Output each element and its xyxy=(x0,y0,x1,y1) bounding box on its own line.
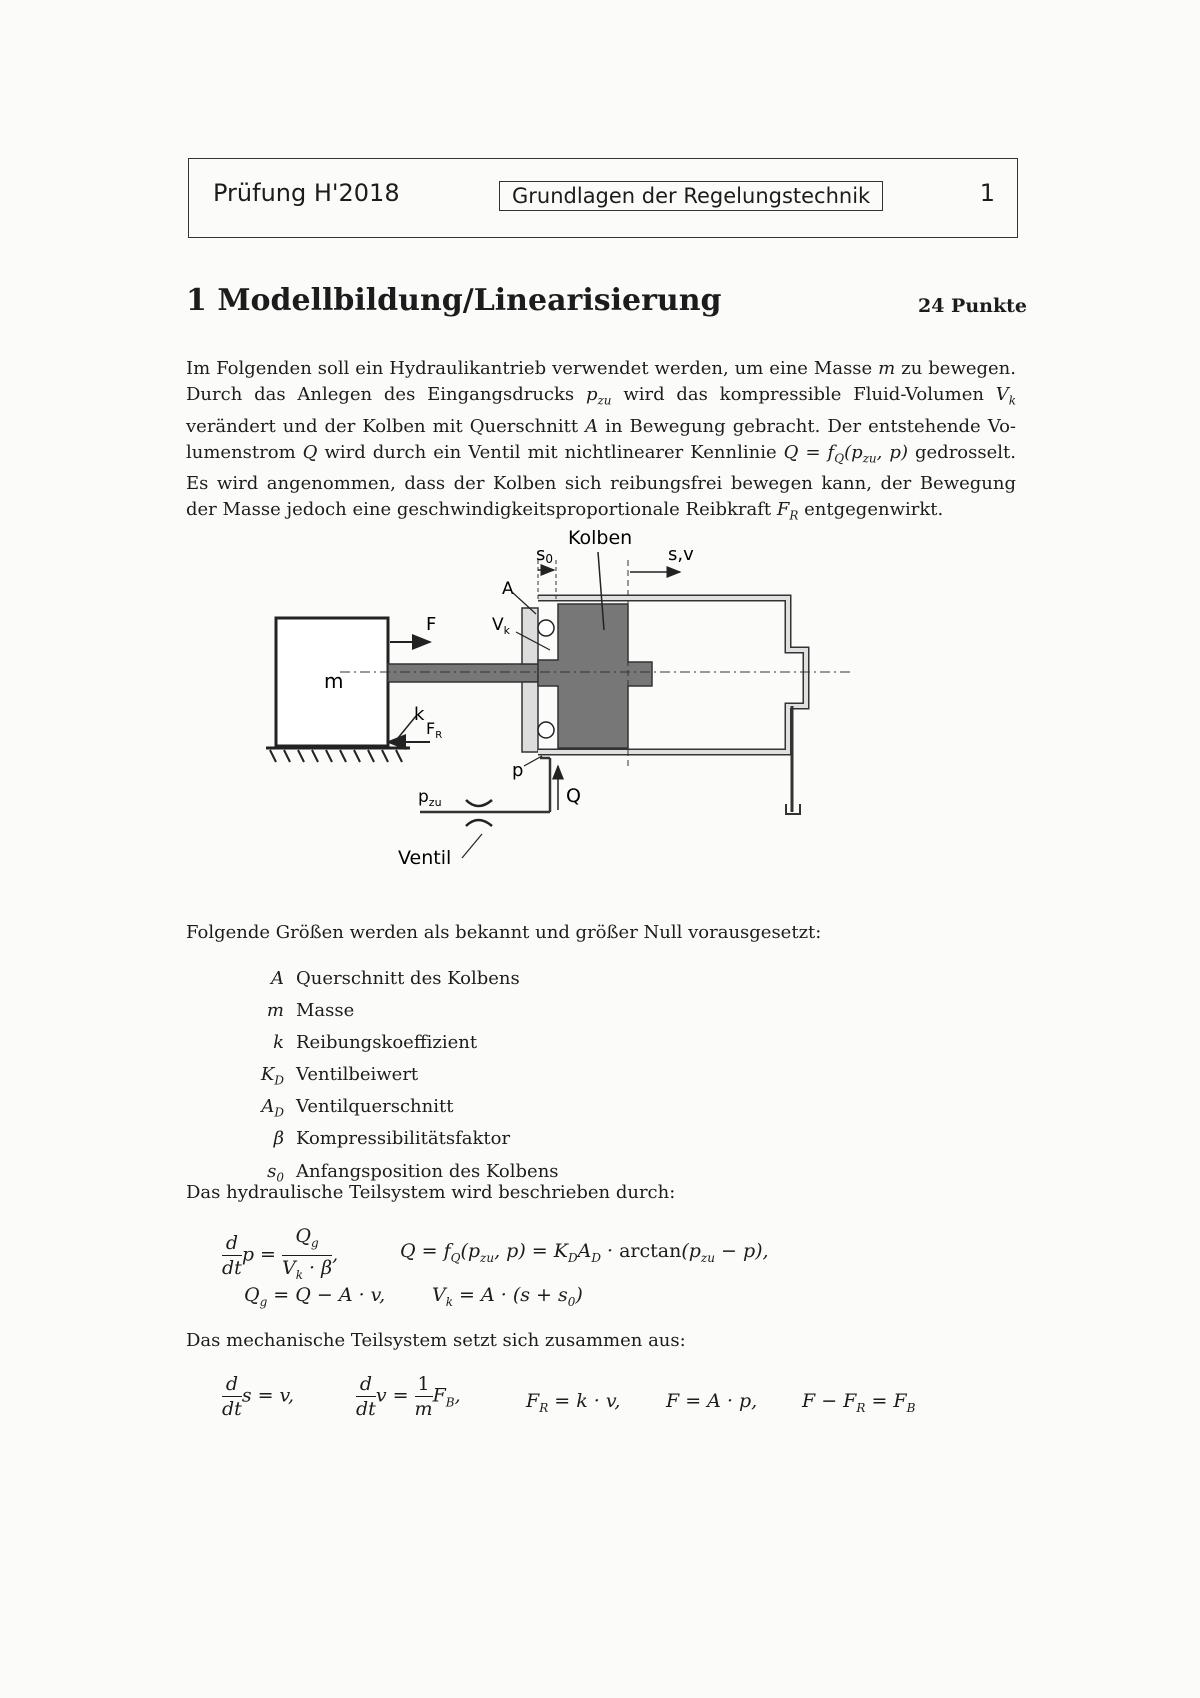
valve-label: Ventil xyxy=(398,847,452,869)
intro-line-4: lumenstrom Q wird durch ein Ventil mit nichtlinearer Kennlinie $Q = f_Q(p_{zu}$, p) gedrosselt. xyxy=(186,441,1016,466)
list-item: k Reibungskoeffizient xyxy=(273,1032,478,1054)
hydraulic-drive-diagram xyxy=(240,520,940,900)
ground-hatch xyxy=(266,748,410,762)
list-item: β Kompressibilitätsfaktor xyxy=(273,1128,511,1150)
piston-rod xyxy=(388,664,538,682)
valve-pointer xyxy=(462,834,482,858)
intro-line-2: Durch das Anlegen des Eingangsdrucks $p_{zu}$ wird das kompressible Fluid-Volumen $V_k$ xyxy=(186,384,1017,408)
hydraulic-equation-1: $\frac{d}{dt}$ p = $\frac{Q_g}{V_k \cdot \beta}$ , xyxy=(222,1225,339,1282)
piston xyxy=(538,604,652,748)
mechanical-intro: Das mechanische Teilsystem setzt sich zusammen aus: xyxy=(186,1330,686,1351)
k-label: k xyxy=(414,704,425,725)
intro-line-5: Es wird angenommen, dass der Kolben sich reibungsfrei bewegen kann, der Bewegung xyxy=(186,473,1016,495)
seal-ring-top xyxy=(538,620,554,636)
list-item: $A_D$ Ventilquerschnitt xyxy=(261,1096,454,1120)
seal-ring-bottom xyxy=(538,722,554,738)
list-item: A Querschnitt des Kolbens xyxy=(271,968,520,989)
mechanical-equation-3: $F_R = k \cdot v$, xyxy=(526,1390,621,1415)
list-item: $s_0$ Anfangsposition des Kolbens xyxy=(267,1160,559,1185)
list-item: m Masse xyxy=(266,1000,355,1022)
mechanical-equation-2: $\frac{d}{dt}$ v = $\frac{1}{m}$ $F_B$, xyxy=(356,1373,461,1420)
hydraulic-intro: Das hydraulische Teilsystem wird beschrieben durch: xyxy=(186,1182,676,1203)
intro-paragraph xyxy=(186,356,1016,529)
intro-line-3: verändert und der Kolben mit Querschnitt A in Bewegung gebracht. Der entstehende Vo- xyxy=(186,415,1016,437)
valve-symbol-bottom xyxy=(466,820,492,826)
volume-label: $V_k$ xyxy=(492,615,511,637)
mechanical-equation-4: F = A · p, xyxy=(666,1390,758,1412)
list-item: $K_D$ Ventilbeiwert xyxy=(260,1064,419,1088)
sv-label: s,v xyxy=(668,544,694,565)
kolben-label: Kolben xyxy=(568,527,633,549)
hydraulic-equation-3: $Q_g = Q - A \cdot v$, xyxy=(244,1284,386,1309)
supply-pressure-label: $p_{zu}$ xyxy=(418,787,442,809)
cylinder-front-wall-bottom xyxy=(522,682,538,752)
page-number: 1 xyxy=(979,179,995,207)
area-label: A xyxy=(502,579,514,599)
pressure-pointer xyxy=(524,756,542,766)
pressure-label: p xyxy=(512,760,524,781)
exam-header xyxy=(188,158,1018,238)
intro-line-1: Im Folgenden soll ein Hydraulikantrieb verwendet werden, um eine Masse m zu bewegen. xyxy=(186,358,1016,379)
section-title: 1 Modellbildung/Linearisierung xyxy=(186,283,722,318)
s0-label: s0 xyxy=(536,544,554,566)
section-points: 24 Punkte xyxy=(918,295,1027,317)
force-label: F xyxy=(426,614,437,635)
friction-force-label: $F_R$ xyxy=(426,719,443,741)
valve-symbol-top xyxy=(466,800,492,806)
flow-label: Q xyxy=(566,785,581,807)
mechanical-equation-5: $F - F_R = F_B$ xyxy=(802,1390,916,1415)
course-title: Grundlagen der Regelungstechnik xyxy=(499,181,883,211)
hydraulic-equation-4: $V_k = A \cdot (s + s_0)$ xyxy=(432,1284,583,1309)
mass-label: m xyxy=(324,669,344,693)
intro-line-6: der Masse jedoch eine geschwindigkeitsproportionale Reibkraft $F_R$ entgegenwirkt. xyxy=(186,499,944,523)
exam-title: Prüfung H'2018 xyxy=(213,179,400,207)
known-quantities-intro: Folgende Größen werden als bekannt und größer Null vorausgesetzt: xyxy=(186,922,822,943)
hydraulic-equation-2: $Q = f_Q(p_{zu}$, $p) = K_DA_D \cdot \arctan(p_{zu} - p)$, xyxy=(400,1240,769,1265)
mechanical-equation-1: $\frac{d}{dt}$ s = v, xyxy=(222,1373,295,1420)
known-quantities-list xyxy=(230,966,559,1191)
